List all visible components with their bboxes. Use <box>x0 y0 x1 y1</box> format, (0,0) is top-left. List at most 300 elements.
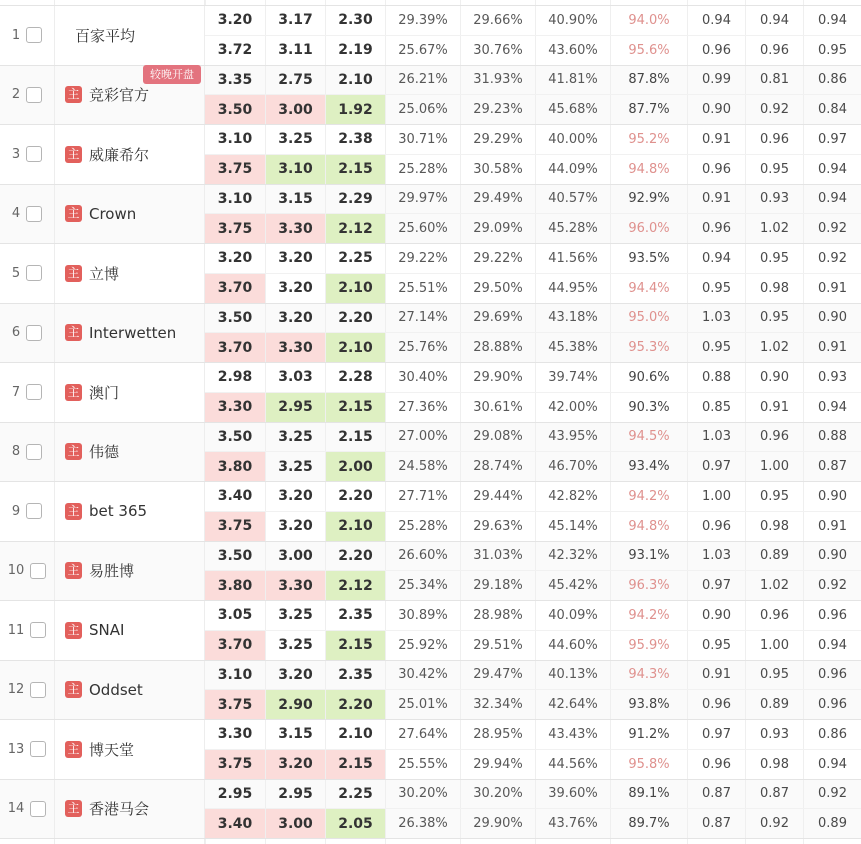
return-rate-cell: 93.4% <box>610 452 687 481</box>
probability-cell: 44.95% <box>535 274 610 303</box>
odds-cell: 3.20 <box>265 750 325 779</box>
initial-odds-row <box>205 720 861 750</box>
row-number: 1 <box>11 27 21 43</box>
odds-cell: 2.15 <box>325 423 385 452</box>
bookmaker-name[interactable]: 立博 <box>89 264 120 283</box>
odds-cell: 3.20 <box>217 12 253 29</box>
bookmaker-name[interactable]: Crown <box>89 204 137 223</box>
kelly-index-cell: 0.95 <box>687 631 745 660</box>
probability-cell: 31.03% <box>460 542 535 571</box>
bookmaker-name-wrap <box>65 205 136 223</box>
odds-cell: 3.25 <box>265 452 325 481</box>
odds-cell: 3.75 <box>205 155 265 184</box>
row-checkbox[interactable] <box>26 146 42 162</box>
probability-cell: 29.29% <box>460 125 535 154</box>
strip-cell <box>265 839 325 844</box>
return-rate-cell: 94.8% <box>610 512 687 541</box>
row-checkbox[interactable] <box>26 206 42 222</box>
main-bookmaker-badge: 主 <box>65 146 82 163</box>
kelly-index-cell: 0.87 <box>803 452 861 481</box>
probability-cell: 45.68% <box>535 95 610 124</box>
bookmaker-name[interactable]: SNAI <box>89 621 125 640</box>
row-checkbox[interactable] <box>30 682 46 698</box>
bookmaker-name-wrap <box>65 739 134 760</box>
probability-cell: 29.90% <box>460 809 535 838</box>
return-rate-cell: 87.8% <box>610 66 687 95</box>
odds-cell: 2.20 <box>325 690 385 719</box>
probability-cell: 25.55% <box>385 750 460 779</box>
odds-cell: 2.75 <box>265 66 325 95</box>
kelly-index-cell: 0.95 <box>745 482 803 511</box>
return-rate-cell: 91.2% <box>610 720 687 749</box>
odds-cell: 2.10 <box>325 274 385 303</box>
table-row <box>0 185 861 245</box>
main-bookmaker-badge: 主 <box>65 622 82 639</box>
bookmaker-cell <box>55 6 205 65</box>
row-select-cell <box>0 125 55 184</box>
row-checkbox[interactable] <box>26 503 42 519</box>
odds-cell: 3.50 <box>217 547 253 564</box>
kelly-index-cell: 0.99 <box>687 66 745 95</box>
current-odds-row <box>205 274 861 303</box>
kelly-index-cell: 0.94 <box>687 244 745 273</box>
table-row <box>0 244 861 304</box>
kelly-index-cell: 1.00 <box>687 482 745 511</box>
kelly-index-cell: 0.92 <box>745 809 803 838</box>
return-rate-cell: 87.7% <box>610 95 687 124</box>
odds-cell: 2.95 <box>265 780 325 809</box>
probability-cell: 25.01% <box>385 690 460 719</box>
main-bookmaker-badge: 主 <box>65 86 82 103</box>
bookmaker-name[interactable]: Oddset <box>89 680 143 699</box>
odds-data-grid <box>205 720 861 779</box>
probability-cell: 25.28% <box>385 512 460 541</box>
bookmaker-name[interactable]: 澳门 <box>89 383 120 402</box>
bookmaker-name-wrap <box>65 560 134 581</box>
kelly-index-cell: 0.81 <box>745 66 803 95</box>
probability-cell: 29.63% <box>460 512 535 541</box>
odds-cell: 1.92 <box>325 95 385 124</box>
odds-cell: 3.70 <box>205 274 265 303</box>
odds-data-grid <box>205 244 861 303</box>
kelly-index-cell: 0.89 <box>745 542 803 571</box>
table-row <box>0 423 861 483</box>
odds-cell: 3.10 <box>265 155 325 184</box>
kelly-index-cell: 0.88 <box>803 423 861 452</box>
bookmaker-name-wrap <box>65 621 124 639</box>
row-checkbox[interactable] <box>26 27 42 43</box>
return-rate-cell: 95.2% <box>610 125 687 154</box>
probability-cell: 29.44% <box>460 482 535 511</box>
kelly-index-cell: 0.91 <box>803 512 861 541</box>
probability-cell: 29.22% <box>385 244 460 273</box>
odds-cell: 3.70 <box>205 333 265 362</box>
kelly-index-cell: 0.91 <box>687 661 745 690</box>
main-bookmaker-badge: 主 <box>65 443 82 460</box>
odds-cell: 3.75 <box>205 512 265 541</box>
probability-cell: 32.34% <box>460 690 535 719</box>
return-rate-cell: 96.3% <box>610 571 687 600</box>
bookmaker-name[interactable]: 竞彩官方 <box>89 86 150 105</box>
kelly-index-cell: 0.96 <box>803 661 861 690</box>
kelly-index-cell: 0.85 <box>687 393 745 422</box>
main-bookmaker-badge: 主 <box>65 324 82 341</box>
return-rate-cell: 95.0% <box>610 304 687 333</box>
odds-cell: 3.40 <box>205 809 265 838</box>
odds-cell: 2.25 <box>325 244 385 273</box>
table-row <box>0 482 861 542</box>
table-row <box>0 363 861 423</box>
kelly-index-cell: 0.87 <box>687 809 745 838</box>
kelly-index-cell: 0.95 <box>745 661 803 690</box>
row-checkbox[interactable] <box>30 563 46 579</box>
row-select-cell <box>0 244 55 303</box>
odds-cell: 3.00 <box>265 809 325 838</box>
main-bookmaker-badge: 主 <box>65 265 82 282</box>
odds-cell: 3.25 <box>265 125 325 154</box>
row-select-cell <box>0 482 55 541</box>
strip-cell <box>325 839 385 844</box>
current-odds-row <box>205 512 861 541</box>
current-odds-row <box>205 393 861 422</box>
kelly-index-cell: 0.90 <box>687 601 745 630</box>
probability-cell: 43.95% <box>535 423 610 452</box>
initial-odds-row <box>205 363 861 393</box>
bookmaker-name-wrap <box>65 502 147 520</box>
row-number: 7 <box>11 384 21 400</box>
return-rate-cell: 95.6% <box>610 36 687 65</box>
kelly-index-cell: 0.96 <box>745 125 803 154</box>
kelly-index-cell: 0.94 <box>803 185 861 214</box>
probability-cell: 30.71% <box>385 125 460 154</box>
bookmaker-name-wrap <box>75 25 135 46</box>
row-checkbox[interactable] <box>26 325 42 341</box>
kelly-index-cell: 0.89 <box>745 690 803 719</box>
probability-cell: 29.39% <box>385 6 460 35</box>
kelly-index-cell: 0.94 <box>803 393 861 422</box>
bookmaker-cell <box>55 720 205 779</box>
probability-cell: 24.58% <box>385 452 460 481</box>
kelly-index-cell: 0.90 <box>803 542 861 571</box>
odds-cell: 3.20 <box>265 304 325 333</box>
bookmaker-name-wrap <box>65 263 119 284</box>
current-odds-row <box>205 452 861 481</box>
initial-odds-row <box>205 244 861 274</box>
table-row <box>0 125 861 185</box>
probability-cell: 29.50% <box>460 274 535 303</box>
kelly-index-cell: 0.87 <box>687 780 745 809</box>
probability-cell: 26.38% <box>385 809 460 838</box>
initial-odds-row <box>205 780 861 810</box>
kelly-index-cell: 0.96 <box>687 512 745 541</box>
odds-cell: 2.28 <box>325 363 385 392</box>
strip-cell <box>687 839 745 844</box>
probability-cell: 31.93% <box>460 66 535 95</box>
kelly-index-cell: 1.02 <box>745 333 803 362</box>
bookmaker-name[interactable]: Interwetten <box>89 323 177 342</box>
odds-data-grid <box>205 304 861 363</box>
probability-cell: 43.60% <box>535 36 610 65</box>
kelly-index-cell: 0.98 <box>745 512 803 541</box>
odds-data-grid <box>205 185 861 244</box>
odds-cell: 2.00 <box>325 452 385 481</box>
kelly-index-cell: 0.95 <box>745 304 803 333</box>
main-bookmaker-badge: 主 <box>65 384 82 401</box>
odds-data-grid <box>205 780 861 839</box>
probability-cell: 29.09% <box>460 214 535 243</box>
main-bookmaker-badge: 主 <box>65 800 82 817</box>
return-rate-cell: 94.3% <box>610 661 687 690</box>
kelly-index-cell: 0.95 <box>745 244 803 273</box>
kelly-index-cell: 0.95 <box>687 333 745 362</box>
probability-cell: 25.92% <box>385 631 460 660</box>
probability-cell: 29.69% <box>460 304 535 333</box>
odds-cell: 3.20 <box>217 250 253 267</box>
bookmaker-name[interactable]: bet 365 <box>89 502 148 521</box>
kelly-index-cell: 0.91 <box>687 185 745 214</box>
probability-cell: 42.82% <box>535 482 610 511</box>
probability-cell: 44.56% <box>535 750 610 779</box>
row-checkbox[interactable] <box>26 384 42 400</box>
odds-cell: 3.72 <box>217 42 253 59</box>
kelly-index-cell: 0.92 <box>803 214 861 243</box>
probability-cell: 44.60% <box>535 631 610 660</box>
kelly-index-cell: 0.90 <box>687 95 745 124</box>
row-number: 5 <box>11 265 21 281</box>
return-rate-cell: 89.1% <box>610 780 687 809</box>
odds-cell: 3.25 <box>265 631 325 660</box>
return-rate-cell: 94.0% <box>610 6 687 35</box>
table-row <box>0 661 861 721</box>
kelly-index-cell: 0.93 <box>745 720 803 749</box>
bookmaker-cell <box>55 304 205 363</box>
probability-cell: 25.28% <box>385 155 460 184</box>
kelly-index-cell: 0.97 <box>803 125 861 154</box>
return-rate-cell: 94.2% <box>610 482 687 511</box>
odds-cell: 3.75 <box>205 750 265 779</box>
current-odds-row <box>205 571 861 600</box>
row-checkbox[interactable] <box>30 741 46 757</box>
bookmaker-name[interactable]: 威廉希尔 <box>89 145 150 164</box>
strip-num-cell <box>0 839 55 844</box>
probability-cell: 44.09% <box>535 155 610 184</box>
table-row <box>0 542 861 602</box>
probability-cell: 40.90% <box>535 6 610 35</box>
odds-cell: 3.30 <box>265 214 325 243</box>
return-rate-cell: 95.9% <box>610 631 687 660</box>
odds-cell: 2.05 <box>325 809 385 838</box>
probability-cell: 27.14% <box>385 304 460 333</box>
probability-cell: 30.40% <box>385 363 460 392</box>
row-checkbox[interactable] <box>26 444 42 460</box>
probability-cell: 25.76% <box>385 333 460 362</box>
probability-cell: 27.00% <box>385 423 460 452</box>
kelly-index-cell: 0.94 <box>803 155 861 184</box>
odds-cell: 2.95 <box>217 785 253 802</box>
bookmaker-name[interactable]: 伟德 <box>89 443 120 462</box>
kelly-index-cell: 0.93 <box>745 185 803 214</box>
strip-cell <box>205 839 265 844</box>
probability-cell: 29.90% <box>460 363 535 392</box>
kelly-index-cell: 1.03 <box>687 423 745 452</box>
row-number: 10 <box>7 563 25 579</box>
kelly-index-cell: 0.94 <box>803 631 861 660</box>
kelly-index-cell: 0.98 <box>745 750 803 779</box>
row-select-cell <box>0 720 55 779</box>
odds-cell: 3.80 <box>205 571 265 600</box>
kelly-index-cell: 0.96 <box>803 690 861 719</box>
odds-cell: 3.50 <box>205 95 265 124</box>
row-select-cell <box>0 780 55 839</box>
odds-cell: 3.20 <box>265 661 325 690</box>
strip-cell <box>460 839 535 844</box>
row-checkbox[interactable] <box>26 265 42 281</box>
bookmaker-cell <box>55 66 205 125</box>
probability-cell: 40.57% <box>535 185 610 214</box>
odds-data-grid <box>205 542 861 601</box>
kelly-index-cell: 0.91 <box>687 125 745 154</box>
bookmaker-cell <box>55 780 205 839</box>
odds-cell: 2.15 <box>325 631 385 660</box>
initial-odds-row <box>205 423 861 453</box>
current-odds-row <box>205 214 861 243</box>
probability-cell: 29.47% <box>460 661 535 690</box>
row-number: 3 <box>11 146 21 162</box>
odds-cell: 2.12 <box>325 214 385 243</box>
probability-cell: 29.08% <box>460 423 535 452</box>
kelly-index-cell: 0.92 <box>803 244 861 273</box>
return-rate-cell: 90.3% <box>610 393 687 422</box>
probability-cell: 43.76% <box>535 809 610 838</box>
kelly-index-cell: 0.84 <box>803 95 861 124</box>
strip-cell <box>385 0 460 5</box>
probability-cell: 42.64% <box>535 690 610 719</box>
odds-cell: 3.11 <box>265 36 325 65</box>
initial-odds-row <box>205 66 861 96</box>
initial-odds-row <box>205 6 861 36</box>
probability-cell: 28.74% <box>460 452 535 481</box>
strip-cell <box>205 0 265 5</box>
bookmaker-name-wrap <box>65 798 149 819</box>
initial-odds-row <box>205 304 861 334</box>
odds-cell: 3.10 <box>217 190 253 207</box>
kelly-index-cell: 0.94 <box>803 750 861 779</box>
odds-cell: 2.20 <box>325 304 385 333</box>
bookmaker-name[interactable]: 博天堂 <box>89 740 135 759</box>
probability-cell: 28.95% <box>460 720 535 749</box>
odds-cell: 2.15 <box>325 750 385 779</box>
table-row <box>0 304 861 364</box>
row-select-cell <box>0 542 55 601</box>
odds-cell: 2.19 <box>325 36 385 65</box>
odds-cell: 3.15 <box>265 720 325 749</box>
strip-cell <box>535 839 610 844</box>
odds-cell: 3.50 <box>217 428 253 445</box>
probability-cell: 30.20% <box>385 780 460 809</box>
table-row <box>0 66 861 126</box>
return-rate-cell: 92.9% <box>610 185 687 214</box>
bookmaker-name-wrap <box>65 681 143 699</box>
row-number: 8 <box>11 444 21 460</box>
bookmaker-name[interactable]: 百家平均 <box>75 26 136 45</box>
probability-cell: 27.71% <box>385 482 460 511</box>
current-odds-row <box>205 690 861 719</box>
initial-odds-row <box>205 542 861 572</box>
strip-cell <box>803 839 861 844</box>
current-odds-row <box>205 631 861 660</box>
strip-name-cell <box>55 0 205 5</box>
kelly-index-cell: 0.96 <box>687 155 745 184</box>
odds-cell: 3.70 <box>205 631 265 660</box>
bookmaker-cell <box>55 244 205 303</box>
odds-data-grid <box>205 482 861 541</box>
odds-cell: 2.38 <box>325 125 385 154</box>
row-number: 4 <box>11 206 21 222</box>
probability-cell: 40.09% <box>535 601 610 630</box>
odds-cell: 2.15 <box>325 155 385 184</box>
kelly-index-cell: 1.00 <box>745 631 803 660</box>
strip-cell <box>460 0 535 5</box>
return-rate-cell: 95.8% <box>610 750 687 779</box>
kelly-index-cell: 0.94 <box>687 6 745 35</box>
odds-cell: 3.25 <box>265 423 325 452</box>
kelly-index-cell: 0.97 <box>687 720 745 749</box>
probability-cell: 43.43% <box>535 720 610 749</box>
bookmaker-name[interactable]: 香港马会 <box>89 800 150 819</box>
row-checkbox[interactable] <box>30 622 46 638</box>
probability-cell: 25.67% <box>385 36 460 65</box>
probability-cell: 40.13% <box>535 661 610 690</box>
probability-cell: 30.20% <box>460 780 535 809</box>
row-number: 13 <box>7 741 25 757</box>
odds-cell: 2.10 <box>325 720 385 749</box>
odds-data-grid <box>205 6 861 65</box>
odds-cell: 2.15 <box>325 393 385 422</box>
probability-cell: 29.51% <box>460 631 535 660</box>
row-checkbox[interactable] <box>26 87 42 103</box>
row-checkbox[interactable] <box>30 801 46 817</box>
return-rate-cell: 96.0% <box>610 214 687 243</box>
kelly-index-cell: 0.97 <box>687 452 745 481</box>
probability-cell: 28.88% <box>460 333 535 362</box>
odds-cell: 3.30 <box>265 333 325 362</box>
row-number: 6 <box>11 325 21 341</box>
kelly-index-cell: 0.96 <box>687 36 745 65</box>
odds-cell: 2.10 <box>325 512 385 541</box>
odds-cell: 2.20 <box>325 542 385 571</box>
bookmaker-name[interactable]: 易胜博 <box>89 562 135 581</box>
odds-cell: 2.25 <box>325 780 385 809</box>
row-select-cell <box>0 304 55 363</box>
table-row <box>0 780 861 840</box>
probability-cell: 29.23% <box>460 95 535 124</box>
row-select-cell <box>0 363 55 422</box>
probability-cell: 43.18% <box>535 304 610 333</box>
row-select-cell <box>0 6 55 65</box>
return-rate-cell: 94.8% <box>610 155 687 184</box>
odds-data-grid <box>205 363 861 422</box>
odds-cell: 2.35 <box>325 601 385 630</box>
odds-cell: 3.80 <box>205 452 265 481</box>
probability-cell: 45.42% <box>535 571 610 600</box>
bookmaker-name-wrap <box>65 324 176 342</box>
current-odds-row <box>205 95 861 124</box>
odds-cell: 3.30 <box>217 726 253 743</box>
odds-cell: 2.35 <box>325 661 385 690</box>
kelly-index-cell: 0.98 <box>745 274 803 303</box>
probability-cell: 30.58% <box>460 155 535 184</box>
bookmaker-cell <box>55 423 205 482</box>
